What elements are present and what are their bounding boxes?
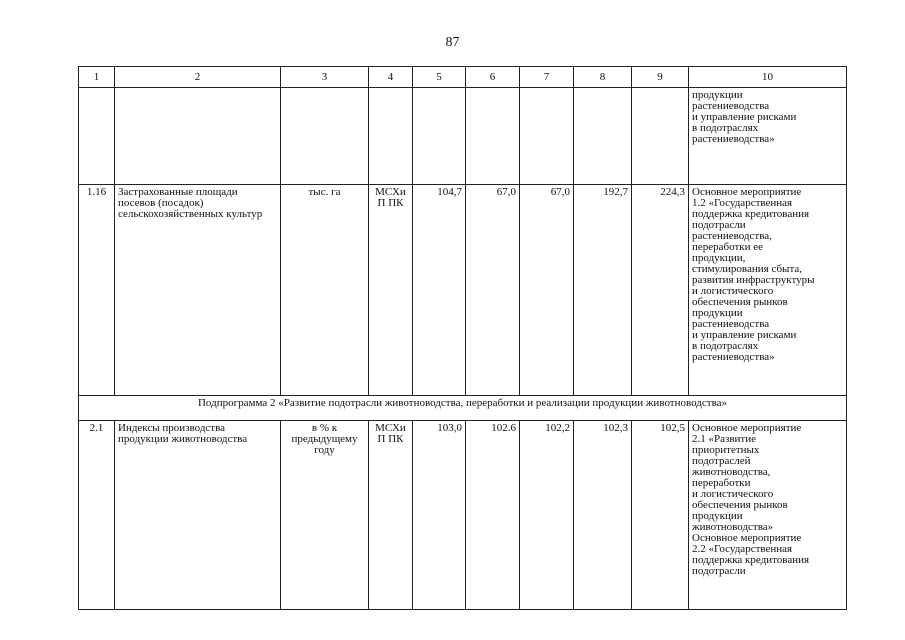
indicators-table <box>78 66 847 610</box>
indicator-name: Индексы производства продукции животноводства <box>115 421 281 610</box>
value-cell: 102.6 <box>466 421 520 610</box>
value-cell: 102,3 <box>574 421 632 610</box>
executor-cell: МСХи П ПК <box>369 185 413 396</box>
measure-text: Основное мероприятие 1.2 «Государственная поддержка кредитования подотрасли растениеводства, переработки ее продукции, стимулирования сбыта, развития инфраструктуры и логистического обеспечения рынков продукции растениеводства и управление рисками в подотраслях растениеводства» <box>692 186 815 363</box>
value-cell: 67,0 <box>466 185 520 396</box>
table-cell <box>413 88 466 185</box>
table-row-2-1 <box>79 421 847 610</box>
table-cell <box>574 88 632 185</box>
measure-text: продукции растениеводства и управление рисками в подотраслях растениеводства» <box>692 89 797 145</box>
header-cell: 1 <box>79 67 115 88</box>
row-number: 1.16 <box>79 185 115 396</box>
subprogram-row <box>79 396 847 421</box>
subprogram-title: Подпрограмма 2 «Развитие подотрасли животноводства, переработки и реализации продукции животноводства» <box>79 396 847 421</box>
table-row-1-16 <box>79 185 847 396</box>
header-cell: 10 <box>689 67 847 88</box>
table-cell <box>632 88 689 185</box>
page-number: 87 <box>445 35 460 50</box>
indicator-name: Застрахованные площади посевов (посадок) сельскохозяйственных культур <box>115 185 281 396</box>
value-cell: 192,7 <box>574 185 632 396</box>
header-cell: 5 <box>413 67 466 88</box>
table-cell <box>281 88 369 185</box>
unit-cell: тыс. га <box>281 185 369 396</box>
header-cell: 3 <box>281 67 369 88</box>
header-cell: 7 <box>520 67 574 88</box>
header-cell: 8 <box>574 67 632 88</box>
header-cell: 2 <box>115 67 281 88</box>
value-cell: 104,7 <box>413 185 466 396</box>
measure-text: Основное мероприятие 2.1 «Развитие приоритетных подотраслей животноводства, переработки и логистического обеспечения рынков продукции животноводства» Основное мероприятие 2.2 «Государственная поддержка кредитования подотрасли <box>692 422 810 577</box>
measure-cell <box>689 185 847 396</box>
table-cell <box>79 88 115 185</box>
header-cell: 6 <box>466 67 520 88</box>
value-cell: 102,5 <box>632 421 689 610</box>
table-cell <box>466 88 520 185</box>
executor-cell: МСХи П ПК <box>369 421 413 610</box>
table-row-continuation <box>79 88 847 185</box>
table-cell <box>520 88 574 185</box>
measure-cell <box>689 421 847 610</box>
table-cell <box>115 88 281 185</box>
unit-cell: в % к предыдущему году <box>281 421 369 610</box>
table-header-row <box>79 67 847 88</box>
header-cell: 9 <box>632 67 689 88</box>
value-cell: 102,2 <box>520 421 574 610</box>
value-cell: 224,3 <box>632 185 689 396</box>
row-number: 2.1 <box>79 421 115 610</box>
header-cell: 4 <box>369 67 413 88</box>
table-cell <box>369 88 413 185</box>
value-cell: 67,0 <box>520 185 574 396</box>
value-cell: 103,0 <box>413 421 466 610</box>
measure-cell <box>689 88 847 185</box>
